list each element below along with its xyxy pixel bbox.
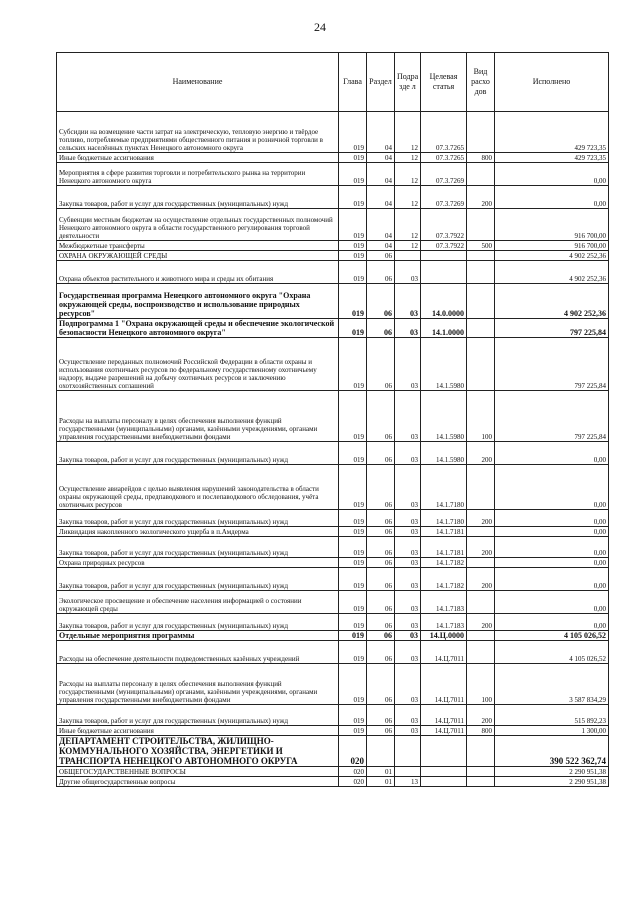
header-razdel: Раздел [367,53,395,112]
cell-glava: 019 [339,284,367,319]
cell-amount: 515 892,23 [495,705,609,726]
cell-celevaya: 14.1.7180 [421,510,467,527]
header-name: Наименование [57,53,339,112]
cell-amount: 4 902 252,36 [495,284,609,319]
cell-name: Государственная программа Ненецкого автономного округа "Охрана окружающей среды, воспроизводство и использование природных ресурсов" [57,284,339,319]
cell-razdel: 06 [367,391,395,442]
cell-celevaya: 14.1.7182 [421,568,467,591]
table-row [57,391,609,442]
cell-glava: 019 [339,537,367,558]
cell-razdel [367,736,395,767]
cell-vid: 800 [467,153,495,163]
cell-amount: 0,00 [495,163,609,186]
table-row [57,664,609,705]
cell-vid [467,465,495,510]
table-row [57,251,609,261]
table-row [57,777,609,787]
cell-celevaya: 07.3.7265 [421,153,467,163]
cell-vid [467,338,495,391]
cell-podrazdel: 03 [395,391,421,442]
table-row [57,209,609,241]
cell-name: Осуществление авиарейдов с целью выявления нарушений законодательства в области охраны окружающей среды, предпаводкового и послепаводкового обследования, учёта охотничьих ресурсов [57,465,339,510]
cell-glava: 019 [339,209,367,241]
cell-celevaya: 14.0.0000 [421,284,467,319]
cell-name: Закупка товаров, работ и услуг для государственных (муниципальных) нужд [57,705,339,726]
cell-celevaya [421,251,467,261]
cell-vid: 200 [467,568,495,591]
cell-razdel: 06 [367,319,395,338]
cell-celevaya: 14.1.0000 [421,319,467,338]
cell-name: ДЕПАРТАМЕНТ СТРОИТЕЛЬСТВА, ЖИЛИЩНО-КОММУНАЛЬНОГО ХОЗЯЙСТВА, ЭНЕРГЕТИКИ И ТРАНСПОРТА НЕНЕЦКОГО АВТОНОМНОГО ОКРУГА [57,736,339,767]
cell-podrazdel: 03 [395,527,421,537]
cell-celevaya: 14.1.5980 [421,391,467,442]
cell-name: Межбюджетные трансферты [57,241,339,251]
cell-name: Охрана объектов растительного и животного мира и среды их обитания [57,261,339,284]
cell-vid [467,209,495,241]
cell-podrazdel: 12 [395,153,421,163]
cell-podrazdel: 03 [395,510,421,527]
cell-celevaya: 07.3.7269 [421,163,467,186]
cell-celevaya: 14.1.7181 [421,537,467,558]
cell-vid: 200 [467,537,495,558]
cell-celevaya: 07.3.7269 [421,186,467,209]
table-row [57,510,609,527]
cell-razdel: 06 [367,537,395,558]
cell-razdel: 06 [367,664,395,705]
cell-razdel: 06 [367,261,395,284]
cell-amount: 0,00 [495,614,609,631]
cell-podrazdel [395,767,421,777]
cell-podrazdel: 03 [395,726,421,736]
cell-vid [467,319,495,338]
cell-razdel: 06 [367,568,395,591]
table-row [57,631,609,641]
cell-celevaya [421,261,467,284]
cell-glava: 019 [339,510,367,527]
cell-vid: 200 [467,510,495,527]
cell-vid [467,112,495,153]
cell-name: Закупка товаров, работ и услуг для государственных (муниципальных) нужд [57,614,339,631]
cell-glava: 019 [339,641,367,664]
cell-glava: 019 [339,153,367,163]
cell-razdel: 04 [367,112,395,153]
cell-amount: 0,00 [495,442,609,465]
cell-amount: 0,00 [495,186,609,209]
header-glava: Глава [339,53,367,112]
table-row [57,558,609,568]
cell-podrazdel: 12 [395,163,421,186]
cell-amount: 0,00 [495,591,609,614]
cell-name: Осуществление переданных полномочий Российской Федерации в области охраны и использования охотничьих ресурсов по федеральному государственному охотничьему надзору, выдаче разрешений на добычу охотничьих ресурсов и заключению охотхозяйственных соглашений [57,338,339,391]
cell-amount: 3 587 834,29 [495,664,609,705]
cell-amount: 797 225,84 [495,338,609,391]
cell-amount: 0,00 [495,510,609,527]
table-row [57,705,609,726]
cell-celevaya: 14.1.7181 [421,527,467,537]
cell-glava: 019 [339,338,367,391]
cell-celevaya: 14.Ц.7011 [421,641,467,664]
cell-glava: 020 [339,767,367,777]
cell-glava: 019 [339,527,367,537]
cell-amount: 1 300,00 [495,726,609,736]
cell-razdel: 04 [367,186,395,209]
page-number: 24 [314,20,326,34]
cell-vid [467,251,495,261]
cell-razdel: 06 [367,641,395,664]
cell-amount: 4 902 252,36 [495,251,609,261]
cell-name: Ликвидация накопленного экологического ущерба в п.Амдерма [57,527,339,537]
cell-podrazdel: 12 [395,209,421,241]
table-row [57,527,609,537]
table-row [57,338,609,391]
cell-name: Мероприятия в сфере развития торговли и потребительского рынка на территории Ненецкого автономного округа [57,163,339,186]
cell-glava: 019 [339,568,367,591]
cell-celevaya [421,767,467,777]
cell-celevaya: 07.3.7265 [421,112,467,153]
cell-razdel: 04 [367,163,395,186]
cell-name: Расходы на выплаты персоналу в целях обеспечения выполнения функций государственными (муниципальными) органами, казёнными учреждениями, органами управления государственными внебюджетными фондами [57,391,339,442]
cell-razdel: 04 [367,241,395,251]
cell-name: Закупка товаров, работ и услуг для государственных (муниципальных) нужд [57,537,339,558]
cell-amount: 4 902 252,36 [495,261,609,284]
header-podrazdel: Подра зде л [395,53,421,112]
table-header-row [57,53,609,112]
cell-celevaya: 07.3.7922 [421,241,467,251]
cell-glava: 019 [339,391,367,442]
cell-celevaya: 14.1.7183 [421,614,467,631]
cell-name: Экологическое просвещение и обеспечение населения информацией о состоянии окружающей среды [57,591,339,614]
cell-vid: 800 [467,726,495,736]
cell-amount: 0,00 [495,465,609,510]
table-row [57,614,609,631]
cell-celevaya: 07.3.7922 [421,209,467,241]
cell-podrazdel: 03 [395,664,421,705]
cell-glava: 019 [339,251,367,261]
cell-glava: 020 [339,777,367,787]
cell-vid [467,261,495,284]
cell-razdel: 06 [367,631,395,641]
cell-vid [467,777,495,787]
cell-glava: 019 [339,558,367,568]
cell-vid [467,767,495,777]
cell-podrazdel: 12 [395,186,421,209]
cell-glava: 019 [339,705,367,726]
cell-vid [467,591,495,614]
cell-razdel: 06 [367,705,395,726]
cell-podrazdel: 03 [395,631,421,641]
table-row [57,767,609,777]
cell-vid [467,284,495,319]
table-row [57,112,609,153]
table-row [57,186,609,209]
cell-podrazdel: 03 [395,261,421,284]
cell-celevaya: 14.1.7182 [421,558,467,568]
cell-amount: 797 225,84 [495,319,609,338]
cell-podrazdel: 13 [395,777,421,787]
cell-podrazdel: 12 [395,241,421,251]
cell-podrazdel [395,736,421,767]
cell-podrazdel: 03 [395,284,421,319]
cell-name: ОХРАНА ОКРУЖАЮЩЕЙ СРЕДЫ [57,251,339,261]
cell-podrazdel: 03 [395,442,421,465]
cell-celevaya: 14.1.7180 [421,465,467,510]
header-ispolneno: Исполнено [495,53,609,112]
cell-glava: 020 [339,736,367,767]
cell-razdel: 06 [367,591,395,614]
cell-glava: 019 [339,261,367,284]
cell-amount: 0,00 [495,568,609,591]
cell-podrazdel: 03 [395,568,421,591]
cell-razdel: 04 [367,209,395,241]
table-row [57,726,609,736]
cell-vid: 500 [467,241,495,251]
cell-name: Закупка товаров, работ и услуг для государственных (муниципальных) нужд [57,186,339,209]
cell-celevaya: 14.1.5980 [421,338,467,391]
cell-podrazdel: 03 [395,319,421,338]
cell-razdel: 06 [367,510,395,527]
cell-podrazdel: 03 [395,338,421,391]
cell-celevaya: 14.Ц.7011 [421,664,467,705]
cell-name: Отдельные мероприятия программы [57,631,339,641]
cell-razdel: 06 [367,465,395,510]
cell-vid [467,736,495,767]
cell-podrazdel: 03 [395,591,421,614]
cell-razdel: 06 [367,558,395,568]
cell-name: Иные бюджетные ассигнования [57,726,339,736]
table-row [57,261,609,284]
cell-amount: 0,00 [495,537,609,558]
table-row [57,284,609,319]
cell-vid: 100 [467,391,495,442]
cell-name: Закупка товаров, работ и услуг для государственных (муниципальных) нужд [57,510,339,527]
cell-podrazdel: 12 [395,112,421,153]
cell-razdel: 01 [367,767,395,777]
cell-glava: 019 [339,186,367,209]
cell-celevaya [421,736,467,767]
cell-amount: 0,00 [495,527,609,537]
cell-glava: 019 [339,591,367,614]
table-row [57,319,609,338]
cell-name: Субвенции местным бюджетам на осуществление отдельных государственных полномочий Ненецкого автономного округа в области государственного регулирования торговой деятельности [57,209,339,241]
cell-vid [467,631,495,641]
cell-razdel: 06 [367,527,395,537]
cell-razdel: 06 [367,726,395,736]
cell-name: Расходы на обеспечение деятельности подведомственных казённых учреждений [57,641,339,664]
table-row [57,163,609,186]
cell-celevaya [421,777,467,787]
cell-name: Другие общегосударственные вопросы [57,777,339,787]
cell-name: Закупка товаров, работ и услуг для государственных (муниципальных) нужд [57,568,339,591]
cell-vid: 200 [467,186,495,209]
header-vid: Вид расхо дов [467,53,495,112]
cell-glava: 019 [339,664,367,705]
cell-razdel: 06 [367,284,395,319]
cell-amount: 916 700,00 [495,209,609,241]
cell-glava: 019 [339,726,367,736]
cell-amount: 4 105 026,52 [495,631,609,641]
cell-vid: 200 [467,442,495,465]
table-row [57,537,609,558]
cell-vid [467,641,495,664]
cell-amount: 797 225,84 [495,391,609,442]
cell-celevaya: 14.1.7183 [421,591,467,614]
table-row [57,465,609,510]
cell-celevaya: 14.Ц.7011 [421,726,467,736]
table-row [57,736,609,767]
cell-vid [467,527,495,537]
table-row [57,241,609,251]
cell-vid: 200 [467,705,495,726]
cell-glava: 019 [339,319,367,338]
budget-table [56,52,609,787]
cell-glava: 019 [339,112,367,153]
table-row [57,568,609,591]
cell-razdel: 06 [367,251,395,261]
cell-amount: 2 290 951,38 [495,767,609,777]
cell-amount: 0,00 [495,558,609,568]
cell-amount: 916 700,00 [495,241,609,251]
cell-celevaya: 14.Ц.7011 [421,705,467,726]
table-row [57,591,609,614]
cell-vid: 200 [467,614,495,631]
cell-name: Иные бюджетные ассигнования [57,153,339,163]
cell-razdel: 06 [367,442,395,465]
cell-razdel: 01 [367,777,395,787]
cell-vid [467,163,495,186]
cell-name: Подпрограмма 1 "Охрана окружающей среды и обеспечение экологической безопасности Ненецкого автономного округа" [57,319,339,338]
table-row [57,153,609,163]
cell-name: ОБЩЕГОСУДАРСТВЕННЫЕ ВОПРОСЫ [57,767,339,777]
table-row [57,442,609,465]
cell-podrazdel: 03 [395,705,421,726]
cell-amount: 429 723,35 [495,153,609,163]
cell-glava: 019 [339,241,367,251]
cell-podrazdel: 03 [395,558,421,568]
cell-podrazdel: 03 [395,641,421,664]
cell-podrazdel: 03 [395,614,421,631]
cell-glava: 019 [339,442,367,465]
cell-razdel: 06 [367,338,395,391]
cell-name: Закупка товаров, работ и услуг для государственных (муниципальных) нужд [57,442,339,465]
cell-podrazdel [395,251,421,261]
cell-podrazdel: 03 [395,537,421,558]
cell-glava: 019 [339,614,367,631]
header-celevaya: Целевая статья [421,53,467,112]
cell-glava: 019 [339,465,367,510]
cell-celevaya: 14.1.5980 [421,442,467,465]
cell-glava: 019 [339,163,367,186]
cell-name: Субсидии на возмещение части затрат на электрическую, тепловую энергию и твёрдое топливо, потребляемые предприятиями общественного питания и розничной торговли в сельских населённых пунктах Ненецкого автономного округа [57,112,339,153]
cell-amount: 390 522 362,74 [495,736,609,767]
cell-podrazdel: 03 [395,465,421,510]
cell-celevaya: 14.Ц.0000 [421,631,467,641]
table-row [57,641,609,664]
cell-razdel: 04 [367,153,395,163]
cell-name: Охрана природных ресурсов [57,558,339,568]
cell-name: Расходы на выплаты персоналу в целях обеспечения выполнения функций государственными (муниципальными) органами, казёнными учреждениями, органами управления государственными внебюджетными фондами [57,664,339,705]
cell-razdel: 06 [367,614,395,631]
cell-amount: 4 105 026,52 [495,641,609,664]
cell-amount: 429 723,35 [495,112,609,153]
cell-vid: 100 [467,664,495,705]
cell-glava: 019 [339,631,367,641]
cell-amount: 2 290 951,38 [495,777,609,787]
cell-vid [467,558,495,568]
